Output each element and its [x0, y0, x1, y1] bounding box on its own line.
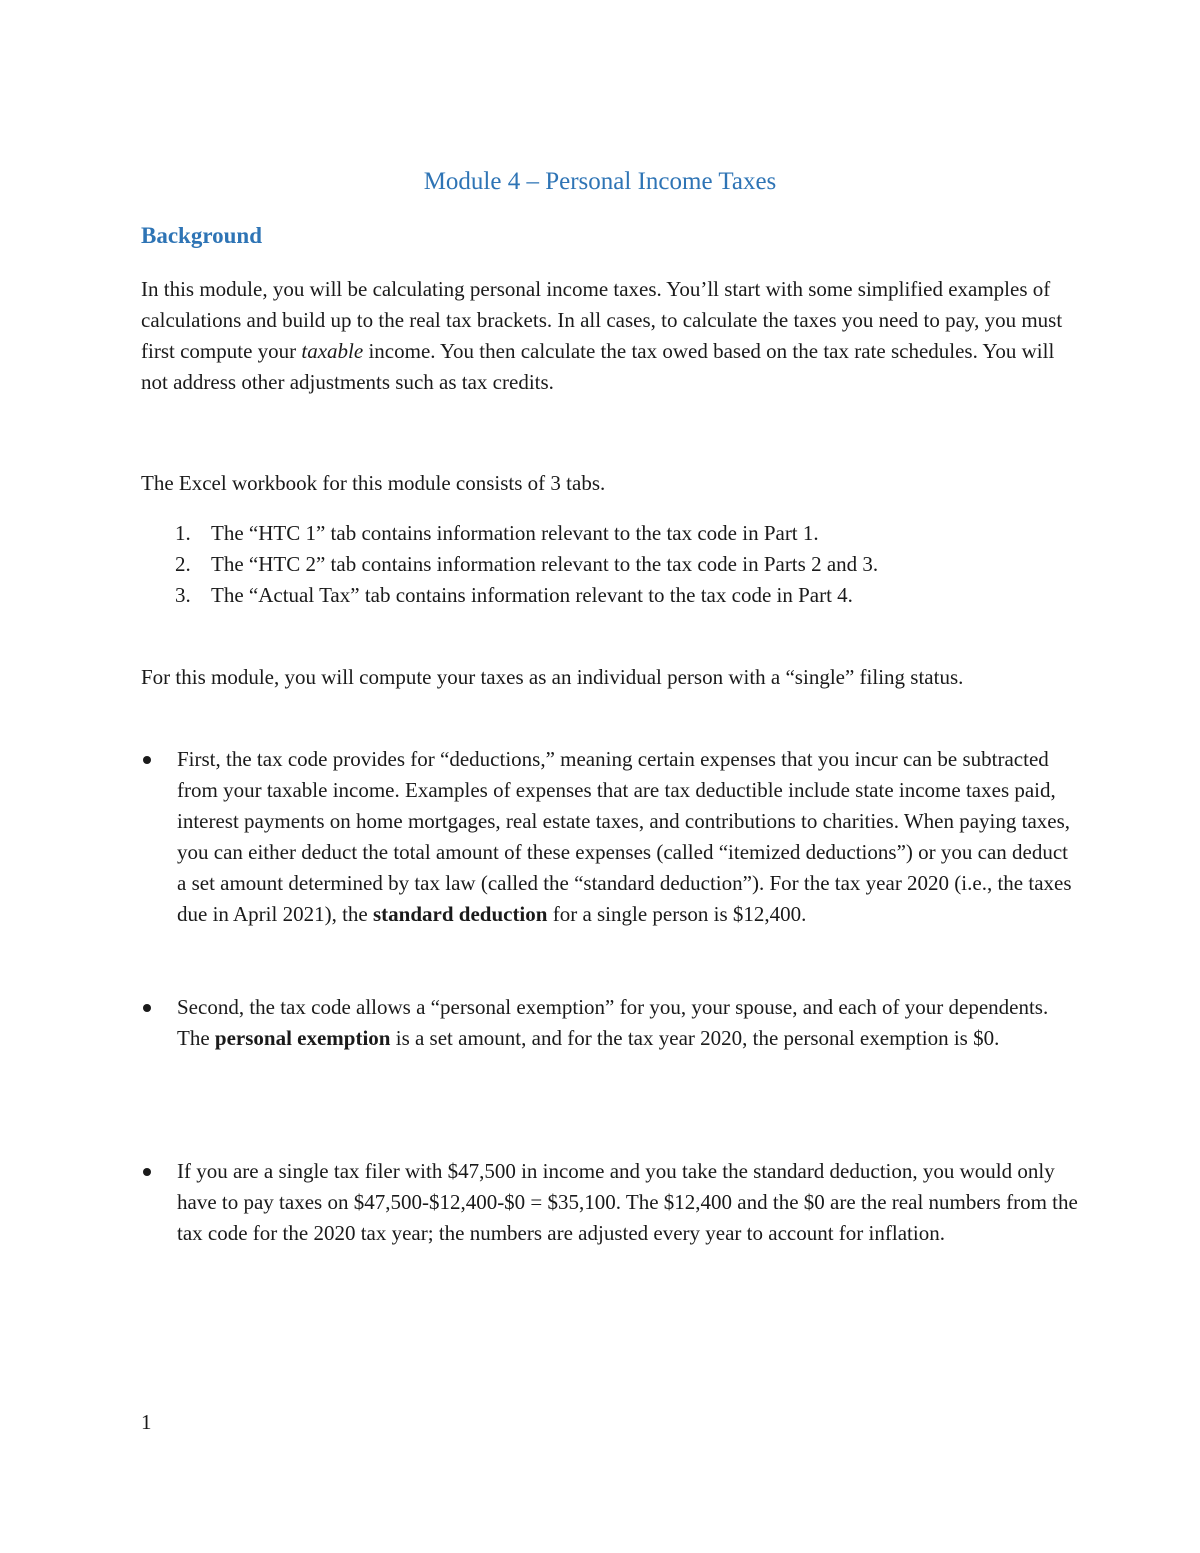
page-number: 1 — [141, 1410, 152, 1434]
bullet-bold-term: personal exemption — [214, 1026, 391, 1050]
filing-status-paragraph: For this module, you will compute your taxes as an individual person with a “single” filing status. — [141, 665, 964, 689]
intro-text-1: In this module, you will be calculating personal income taxes. You’ll start with some simplified examples of calculations and build up to the real tax brackets. In all cases, to calculate the taxes you need to pay, you must first compute your — [141, 277, 1063, 363]
page-title: Module 4 – Personal Income Taxes — [423, 168, 777, 195]
list-item — [141, 580, 1081, 611]
bullet-example — [141, 1156, 1081, 1249]
workbook-lead: The Excel workbook for this module consists of 3 tabs. — [141, 471, 606, 495]
list-number: 2. — [175, 552, 191, 576]
bullet-text: Second, the tax code allows a “personal exemption” for you, your spouse, and each of your dependents. The — [177, 995, 1049, 1050]
intro-text-2: income. You then calculate the tax owed based on the tax rate schedules. You will not address other adjustments such as tax credits. — [141, 339, 1055, 394]
list-number: 3. — [175, 583, 191, 607]
bullet-text: for a single person is $12,400. — [547, 902, 807, 926]
bullet-icon — [143, 1004, 151, 1012]
bullet-deductions — [141, 744, 1081, 930]
bullet-text: If you are a single tax filer with $47,500 in income and you take the standard deduction, you would only have to pay taxes on $47,500-$12,400-$0 = $35,100. The $12,400 and the $0 are the real numbers from the tax code for the 2020 tax year; the numbers are adjusted every year to account for inflation. — [177, 1159, 1078, 1245]
bullet-text: is a set amount, and for the tax year 2020, the personal exemption is $0. — [390, 1026, 1000, 1050]
bullet-bold-term: standard deduction — [372, 902, 548, 926]
list-number: 1. — [175, 521, 191, 545]
bullet-icon — [143, 756, 151, 764]
list-item — [141, 549, 1081, 580]
bullet-personal-exemption — [141, 992, 1081, 1054]
bullet-text: First, the tax code provides for “deductions,” meaning certain expenses that you incur can be subtracted from your taxable income. Examples of expenses that are tax deductible include state income taxes paid, interest payments on home mortgages, real estate taxes, and contributions to charities. When paying taxes, you can either deduct the total amount of these expenses (called “itemized deductions”) or you can deduct a set amount determined by tax law (called the “standard deduction”). For the tax year 2020 (i.e., the taxes due in April 2021), the — [177, 747, 1072, 926]
list-text: The “Actual Tax” tab contains information relevant to the tax code in Part 4. — [211, 583, 853, 607]
list-text: The “HTC 2” tab contains information relevant to the tax code in Parts 2 and 3. — [211, 552, 879, 576]
bullet-icon — [143, 1168, 151, 1176]
list-item — [141, 518, 1081, 549]
intro-paragraph — [141, 274, 1081, 398]
section-heading-background: Background — [141, 223, 263, 248]
list-text: The “HTC 1” tab contains information relevant to the tax code in Part 1. — [211, 521, 819, 545]
intro-emphasis: taxable — [301, 339, 364, 363]
workbook-tab-list — [141, 518, 1081, 611]
